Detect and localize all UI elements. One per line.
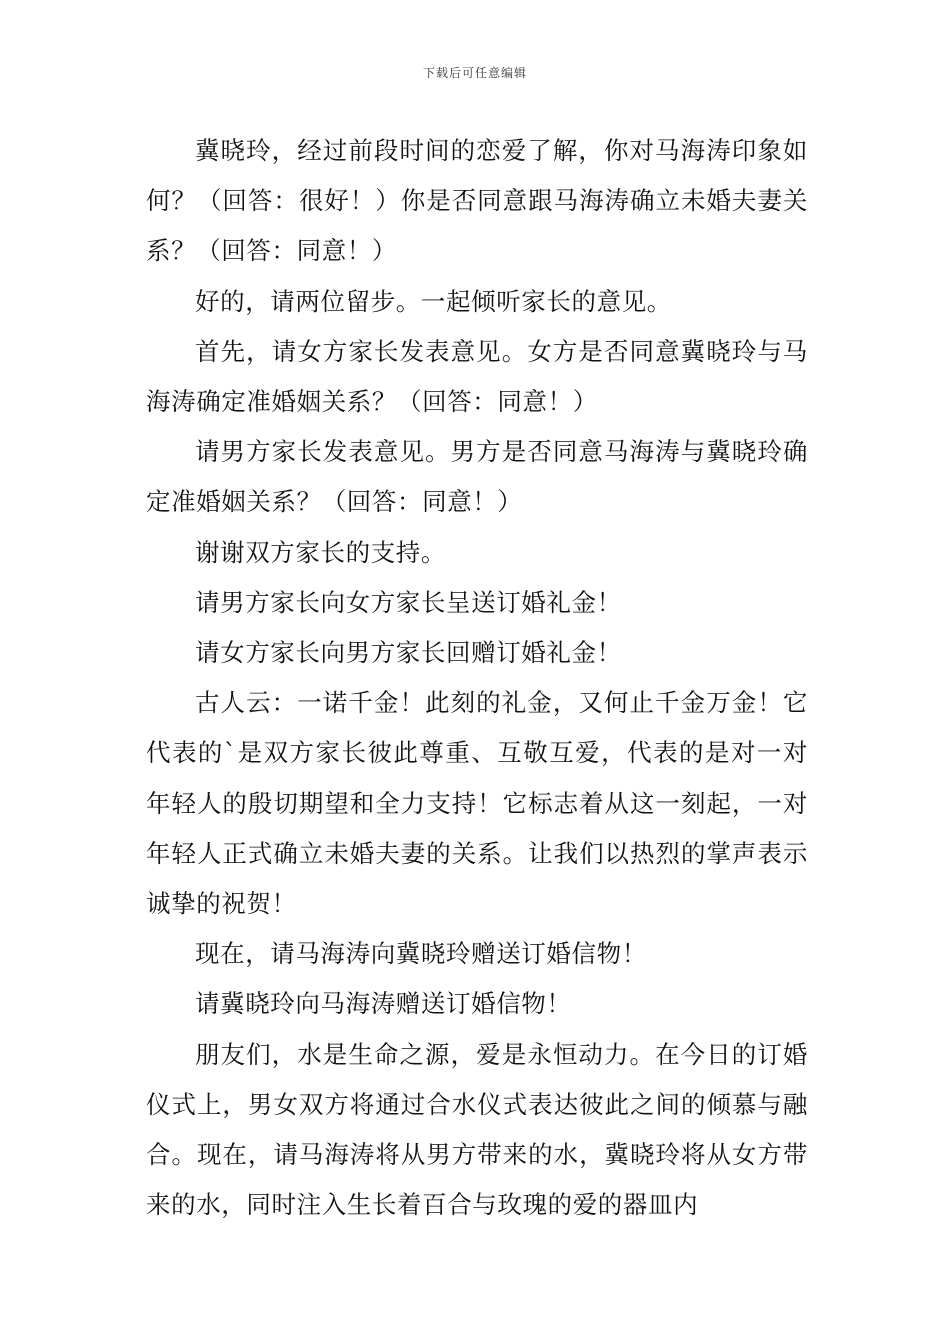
paragraph-9: 现在，请马海涛向冀晓玲赠送订婚信物！: [195, 939, 647, 969]
paragraph-5: 谢谢双方家长的支持。: [195, 537, 446, 567]
paragraph-7: 请女方家长向男方家长回赠订婚礼金！: [195, 638, 622, 668]
paragraph-10: 请冀晓玲向马海涛赠送订婚信物！: [195, 989, 572, 1019]
paragraph-3: 首先，请女方家长发表意见。女方是否同意冀晓玲与马海涛确定准婚姻关系？（回答：同意！）: [146, 336, 808, 417]
paragraph-4: 请男方家长发表意见。男方是否同意马海涛与冀晓玲确定准婚姻关系？（回答：同意！）: [146, 437, 808, 517]
page-header: 下载后可任意编辑: [422, 66, 527, 80]
paragraph-6: 请男方家长向女方家长呈送订婚礼金！: [195, 587, 622, 617]
document-body: [146, 126, 808, 1230]
paragraph-8: 古人云：一诺千金！此刻的礼金，又何止千金万金！它代表的`是双方家长彼此尊重、互敬互爱，代表的是对一对年轻人的殷切期望和全力支持！它标志着从这一刻起，一对年轻人正式确立未婚夫妻的关系。让我们以热烈的掌声表示诚挚的祝贺！: [146, 688, 808, 919]
paragraph-2: 好的，请两位留步。一起倾听家长的意见。: [195, 286, 672, 316]
paragraph-11: 朋友们，水是生命之源，爱是永恒动力。在今日的订婚仪式上，男女双方将通过合水仪式表达彼此之间的倾慕与融合。现在，请马海涛将从男方带来的水，冀晓玲将从女方带来的水，同时注入生长着百合与玫瑰的爱的器皿内: [146, 1039, 808, 1220]
paragraph-1: 冀晓玲，经过前段时间的恋爱了解，你对马海涛印象如何？（回答：很好！）你是否同意跟马海涛确立未婚夫妻关系？（回答：同意！）: [146, 136, 808, 266]
